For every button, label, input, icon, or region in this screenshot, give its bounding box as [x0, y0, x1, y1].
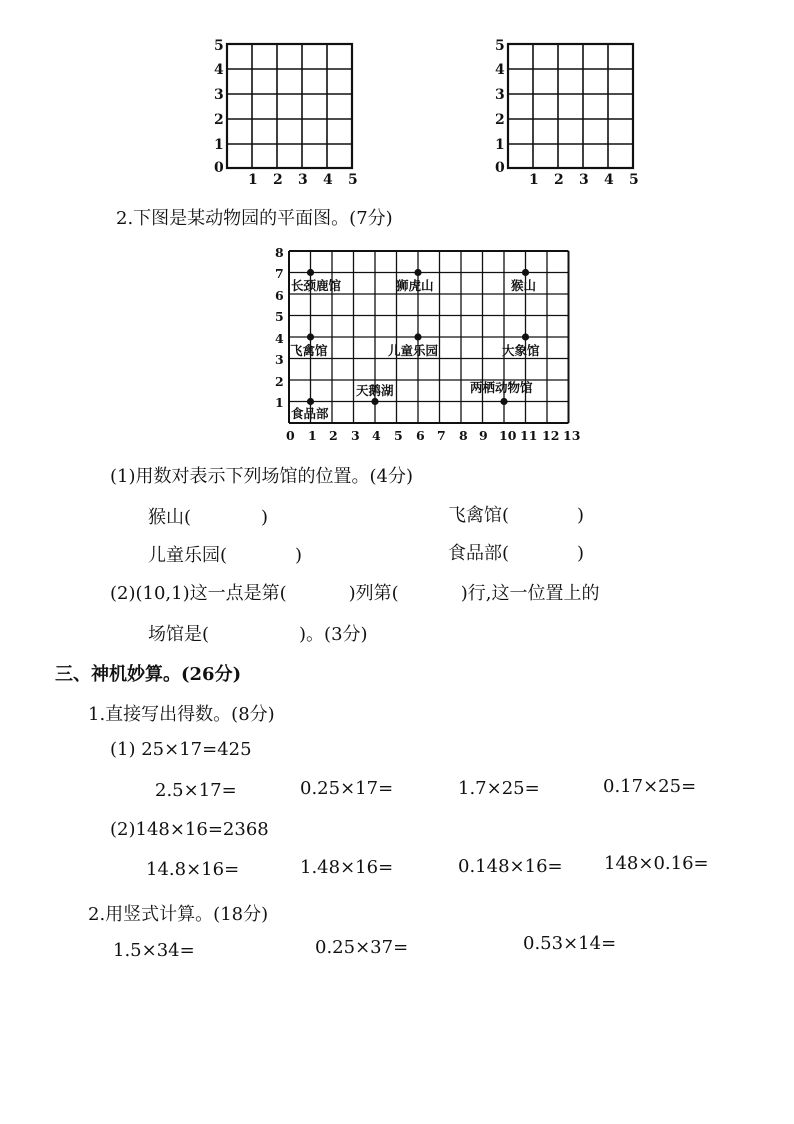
map-label-daxiangguan: 大象馆 — [502, 343, 540, 358]
y-tick: 1 — [214, 137, 224, 153]
q2-vertical-item: 1.5×34= — [113, 940, 195, 961]
map-label-changjinglu: 长颈鹿馆 — [291, 278, 342, 293]
answer-shipinbu-label: 食品部( — [448, 543, 510, 564]
map-point — [522, 269, 529, 276]
map-point — [307, 333, 314, 340]
q2-vertical-item: 0.25×37= — [315, 937, 409, 958]
answer-shipinbu — [448, 539, 584, 565]
sub2-text-a: (2)(10,1)这一点是第( — [110, 583, 287, 604]
answer-ertongleyuan-label: 儿童乐园( — [148, 545, 228, 566]
map-x-tick: 1 — [308, 428, 317, 443]
answer-ertongleyuan — [148, 541, 302, 567]
map-point — [414, 333, 421, 340]
q1-part1-item: 0.17×25= — [603, 776, 697, 797]
map-x-tick: 0 — [286, 428, 295, 443]
map-x-tick: 4 — [372, 428, 381, 443]
zoo-map — [266, 243, 586, 446]
x-tick: 5 — [348, 172, 358, 188]
map-y-tick: 7 — [275, 266, 284, 281]
paren-close: ) — [577, 543, 585, 564]
map-label-shihushan: 狮虎山 — [396, 278, 434, 293]
y-tick: 3 — [495, 87, 505, 103]
y-tick: 5 — [495, 38, 505, 54]
subquestion-1-title: (1)用数对表示下列场馆的位置。(4分) — [110, 466, 413, 487]
map-label-tianehu: 天鹅湖 — [356, 383, 394, 398]
answer-feiqinguan — [448, 501, 584, 527]
q1-part1-item: 1.7×25= — [458, 778, 540, 799]
map-label-shipinbu: 食品部 — [291, 406, 329, 421]
x-tick: 4 — [323, 172, 333, 188]
paren-close: ) — [261, 507, 269, 528]
x-tick: 3 — [579, 172, 589, 188]
empty-grid-right — [486, 36, 646, 188]
x-tick: 1 — [529, 172, 539, 188]
paren-close: ) — [295, 545, 303, 566]
map-label-feiqinguan: 飞禽馆 — [290, 343, 328, 358]
y-tick: 4 — [214, 62, 224, 78]
y-tick: 2 — [214, 112, 224, 128]
answer-houshan-label: 猴山( — [148, 507, 192, 528]
q1-part2-item: 148×0.16= — [604, 853, 709, 874]
map-point — [307, 398, 314, 405]
map-x-tick: 5 — [394, 428, 403, 443]
map-x-tick: 10 — [499, 428, 517, 443]
map-point — [500, 398, 507, 405]
q1-part2-given: (2)148×16=2368 — [110, 819, 269, 840]
y-tick: 3 — [214, 87, 224, 103]
map-x-tick: 13 — [563, 428, 581, 443]
sub2-text-c: )行,这一位置上的 — [460, 583, 600, 604]
y-tick: 2 — [495, 112, 505, 128]
subquestion-2-line1 — [110, 579, 599, 605]
map-point — [307, 269, 314, 276]
y-tick: 5 — [214, 38, 224, 54]
q1-part1-given: (1) 25×17=425 — [110, 739, 252, 760]
map-point — [371, 398, 378, 405]
map-x-ticks — [286, 428, 580, 443]
x-tick: 2 — [273, 172, 283, 188]
map-y-tick: 4 — [275, 331, 284, 346]
x-tick: 1 — [248, 172, 258, 188]
map-y-tick: 2 — [275, 374, 284, 389]
map-point — [414, 269, 421, 276]
answer-houshan — [148, 503, 268, 529]
q1-part2-item: 14.8×16= — [146, 859, 240, 880]
map-x-tick: 3 — [351, 428, 360, 443]
empty-grid-left — [205, 36, 365, 188]
y-tick: 0 — [214, 160, 224, 176]
map-y-ticks — [275, 245, 284, 410]
map-x-tick: 9 — [479, 428, 488, 443]
map-y-tick: 5 — [275, 309, 284, 324]
grid-lines — [508, 44, 633, 168]
map-x-tick: 2 — [329, 428, 338, 443]
y-tick: 0 — [495, 160, 505, 176]
section-3-title: 三、神机妙算。(26分) — [55, 664, 242, 685]
map-y-tick: 1 — [275, 395, 284, 410]
sub2-text-d: 场馆是( — [148, 624, 210, 645]
map-label-ertongleyuan: 儿童乐园 — [388, 343, 439, 358]
q1-part1-item: 0.25×17= — [300, 778, 394, 799]
subquestion-2-line2 — [148, 620, 368, 646]
x-tick: 5 — [629, 172, 639, 188]
x-tick: 3 — [298, 172, 308, 188]
map-x-tick: 12 — [542, 428, 560, 443]
map-y-tick: 3 — [275, 352, 284, 367]
paren-close: ) — [577, 505, 585, 526]
q1-part1-item: 2.5×17= — [155, 780, 237, 801]
map-label-liangqi: 两栖动物馆 — [470, 380, 533, 395]
x-tick: 4 — [604, 172, 614, 188]
map-point — [522, 333, 529, 340]
map-y-tick: 6 — [275, 288, 284, 303]
y-tick: 1 — [495, 137, 505, 153]
q1-part2-item: 0.148×16= — [458, 856, 563, 877]
y-tick: 4 — [495, 62, 505, 78]
q2-vertical-item: 0.53×14= — [523, 933, 617, 954]
grid-lines — [227, 44, 352, 168]
section-3-q2-title: 2.用竖式计算。(18分) — [88, 904, 269, 925]
map-x-tick: 11 — [520, 428, 538, 443]
map-x-tick: 6 — [416, 428, 425, 443]
answer-feiqinguan-label: 飞禽馆( — [448, 505, 510, 526]
map-x-tick: 7 — [437, 428, 446, 443]
map-label-houshan: 猴山 — [511, 278, 537, 293]
x-tick: 2 — [554, 172, 564, 188]
question-2-title: 2.下图是某动物园的平面图。(7分) — [116, 208, 393, 229]
map-y-tick: 8 — [275, 245, 284, 260]
q1-part2-item: 1.48×16= — [300, 857, 394, 878]
map-x-tick: 8 — [459, 428, 468, 443]
sub2-text-b: )列第( — [348, 583, 399, 604]
sub2-text-e: )。(3分) — [299, 624, 368, 645]
section-3-q1-title: 1.直接写出得数。(8分) — [88, 704, 275, 725]
